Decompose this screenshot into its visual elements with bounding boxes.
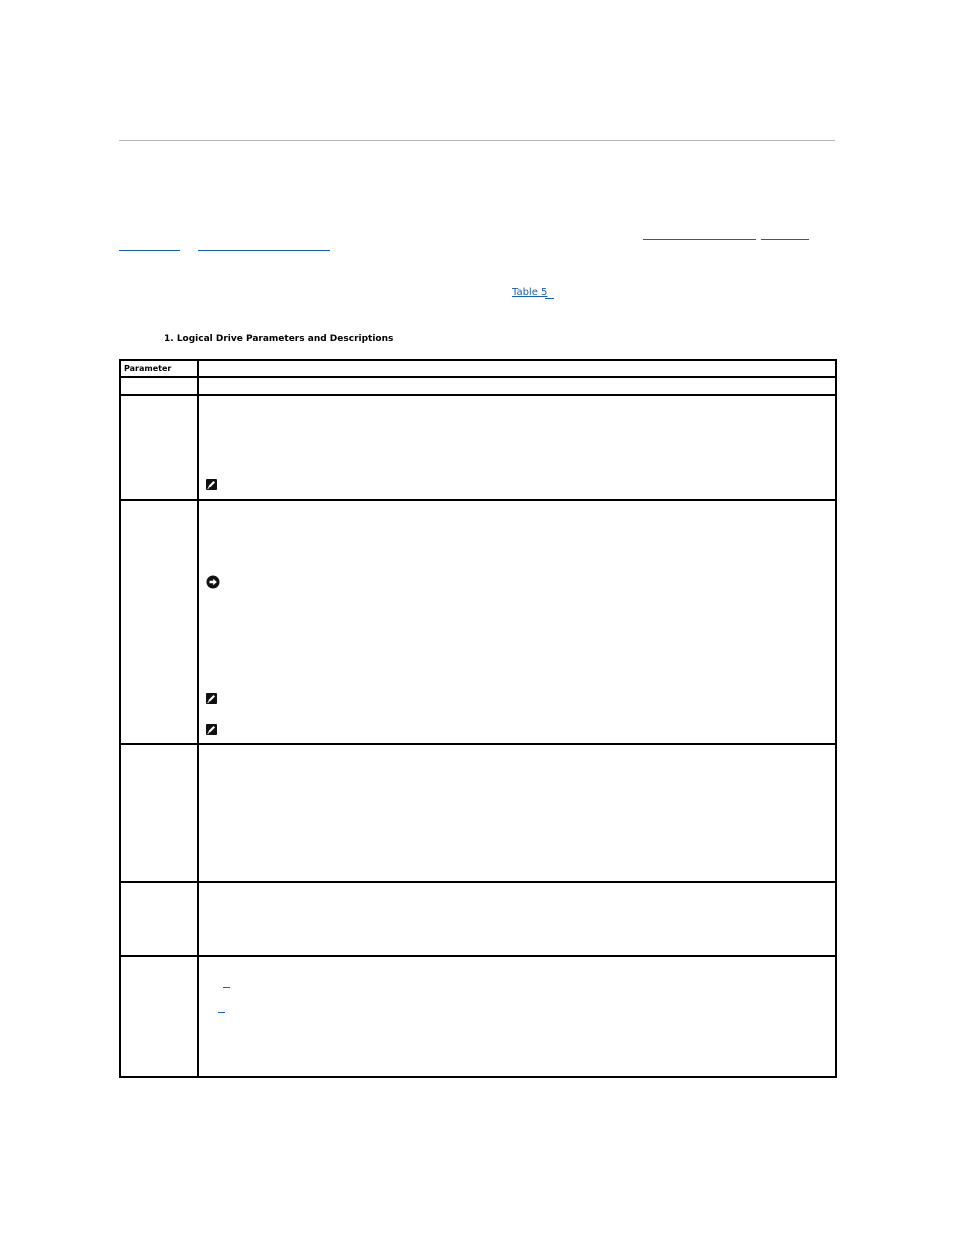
row-1-description [198,377,836,395]
row-2-description [198,395,836,500]
row-1-parameter [120,377,198,395]
notice-arrow-icon [206,575,220,589]
row-4-description [198,744,836,882]
row-3-description [198,500,836,744]
table-5-link-label: Table 5 [512,287,548,298]
link-d[interactable] [198,250,330,251]
table-row [120,500,836,744]
header-parameter: Parameter [120,360,198,377]
row-5-description [198,882,836,956]
table-5-link-underline-tail [545,298,554,299]
table-row [120,395,836,500]
logical-drive-parameters-table [119,359,837,1078]
note-pencil-icon [206,479,217,490]
row-3-parameter [120,500,198,744]
top-divider [119,140,835,141]
table-row [120,377,836,395]
list-link-dash[interactable] [223,987,230,988]
table-row [120,956,836,1077]
note-pencil-icon [206,693,217,704]
note-pencil-icon [206,724,217,735]
table-header-row [120,360,836,377]
row-5-parameter [120,882,198,956]
table-5-link[interactable] [512,287,547,299]
link-c[interactable] [119,250,180,251]
row-6-parameter [120,956,198,1077]
table-row [120,882,836,956]
table-row [120,744,836,882]
table-caption: 1. Logical Drive Parameters and Descriptions [164,334,394,344]
header-description [198,360,836,377]
link-a[interactable] [643,239,756,240]
row-6-description [198,956,836,1077]
row-2-parameter [120,395,198,500]
link-b[interactable] [761,239,809,240]
row-4-parameter [120,744,198,882]
list-link-dash[interactable] [218,1012,225,1013]
